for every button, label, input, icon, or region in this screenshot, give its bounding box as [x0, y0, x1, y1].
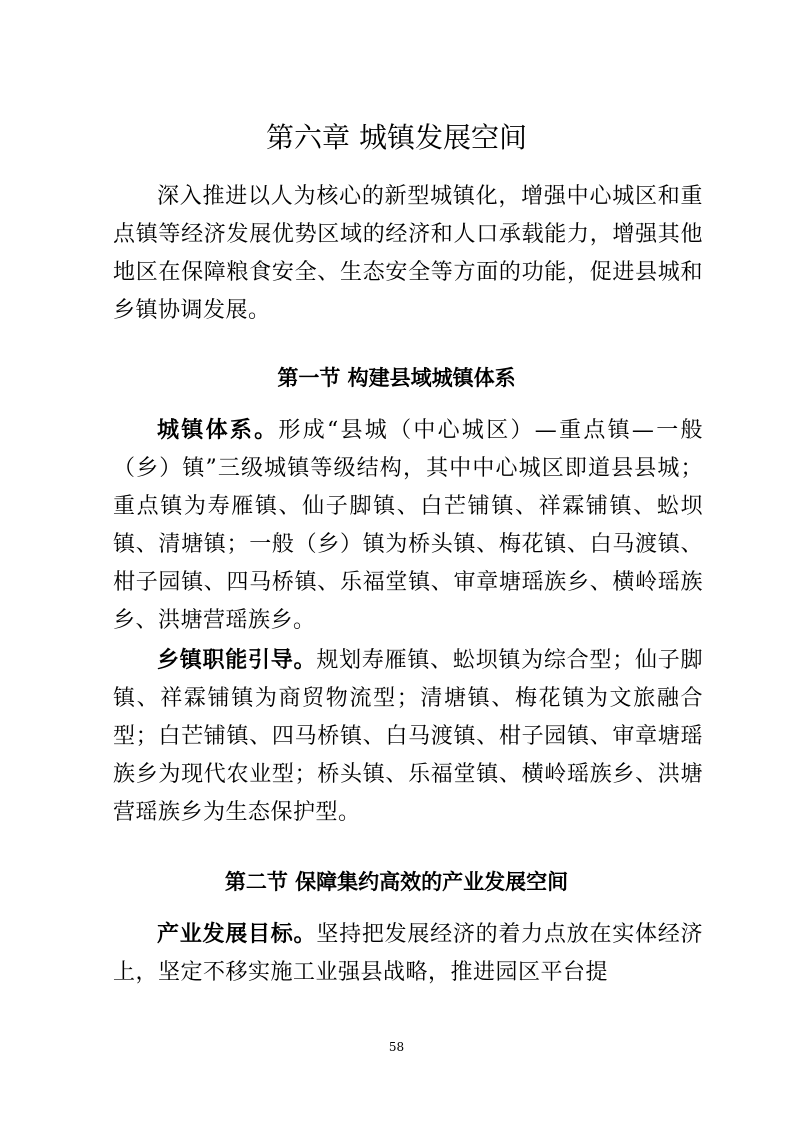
section-1-title: 第一节 构建县域城镇体系: [277, 366, 516, 390]
intro-paragraph: 深入推进以人为核心的新型城镇化，增强中心城区和重点镇等经济发展优势区域的经济和人口承载能力，增强其他地区在保障粮食安全、生态安全等方面的功能，促进县城和乡镇协调发展。: [113, 184, 703, 323]
paragraph-text: 形成“县城（中心城区）—重点镇—一般（乡）镇”三级城镇等级结构，其中中心城区即道县县城；重点镇为寿雁镇、仙子脚镇、白芒铺镇、祥霖铺镇、蚣坝镇、清塘镇；一般（乡）镇为桥头镇、梅花镇、白马渡镇、柑子园镇、四马桥镇、乐福堂镇、审章塘瑶族乡、横岭瑶族乡、洪塘营瑶族乡。: [113, 418, 703, 633]
paragraph-lead: 乡镇职能引导。: [157, 648, 317, 673]
chapter-title: 第六章 城镇发展空间: [266, 121, 527, 154]
section-2-paragraph-1: [113, 916, 703, 992]
page-number: 58: [388, 1040, 405, 1054]
section-2-title: 第二节 保障集约高效的产业发展空间: [224, 870, 569, 894]
paragraph-lead: 产业发展目标。: [157, 922, 317, 947]
section-1-paragraph-2: [113, 642, 703, 832]
section-1-paragraph-1: [113, 412, 703, 640]
paragraph-text: 坚持把发展经济的着力点放在实体经济上，坚定不移实施工业强县战略，推进园区平台提: [113, 922, 703, 985]
paragraph-lead: 城镇体系。: [157, 418, 279, 443]
paragraph-text: 规划寿雁镇、蚣坝镇为综合型；仙子脚镇、祥霖铺镇为商贸物流型；清塘镇、梅花镇为文旅融合型；白芒铺镇、四马桥镇、白马渡镇、柑子园镇、审章塘瑶族乡为现代农业型；桥头镇、乐福堂镇、横岭瑶族乡、洪塘营瑶族乡为生态保护型。: [113, 648, 703, 825]
